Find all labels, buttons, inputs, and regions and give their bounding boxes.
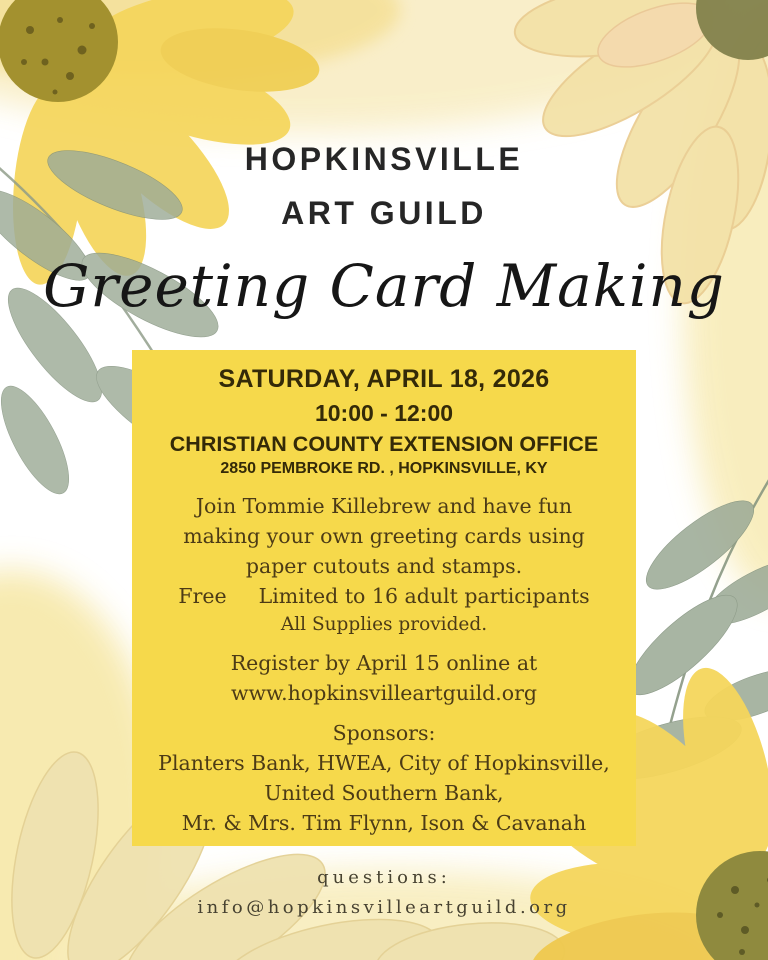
sponsor-line: United Southern Bank, bbox=[264, 781, 504, 805]
event-capacity: Limited to 16 adult participants bbox=[258, 584, 590, 608]
cost-capacity-row bbox=[142, 581, 626, 611]
event-details-box bbox=[132, 350, 636, 846]
description-line: Join Tommie Killebrew and have fun bbox=[195, 494, 573, 518]
event-date: SATURDAY, APRIL 18, 2026 bbox=[218, 365, 550, 393]
sponsors-section bbox=[142, 718, 626, 838]
org-name-line-1: HOPKINSVILLE bbox=[244, 141, 524, 177]
contact-email: info@hopkinsvilleartguild.org bbox=[197, 897, 571, 918]
registration-url: www.hopkinsvilleartguild.org bbox=[230, 681, 538, 705]
sponsor-line: Mr. & Mrs. Tim Flynn, Ison & Cavanah bbox=[181, 811, 587, 835]
questions-label: questions: bbox=[317, 867, 451, 888]
description-line: making your own greeting cards using bbox=[183, 524, 585, 548]
event-time: 10:00 - 12:00 bbox=[314, 400, 454, 426]
event-description bbox=[142, 491, 626, 581]
sponsors-label: Sponsors: bbox=[332, 721, 436, 745]
event-title: Greeting Card Making bbox=[43, 252, 725, 320]
event-address: 2850 PEMBROKE RD. , HOPKINSVILLE, KY bbox=[220, 460, 548, 477]
event-venue: CHRISTIAN COUNTY EXTENSION OFFICE bbox=[169, 432, 599, 456]
registration-info bbox=[142, 648, 626, 708]
supplies-note: All Supplies provided. bbox=[280, 614, 488, 635]
sponsor-line: Planters Bank, HWEA, City of Hopkinsville, bbox=[158, 751, 610, 775]
org-name-line-2: ART GUILD bbox=[281, 195, 487, 231]
registration-line: Register by April 15 online at bbox=[230, 651, 538, 675]
organization-name bbox=[245, 132, 523, 240]
contact-footer bbox=[197, 863, 570, 923]
description-line: paper cutouts and stamps. bbox=[245, 554, 523, 578]
event-cost: Free bbox=[178, 584, 227, 608]
